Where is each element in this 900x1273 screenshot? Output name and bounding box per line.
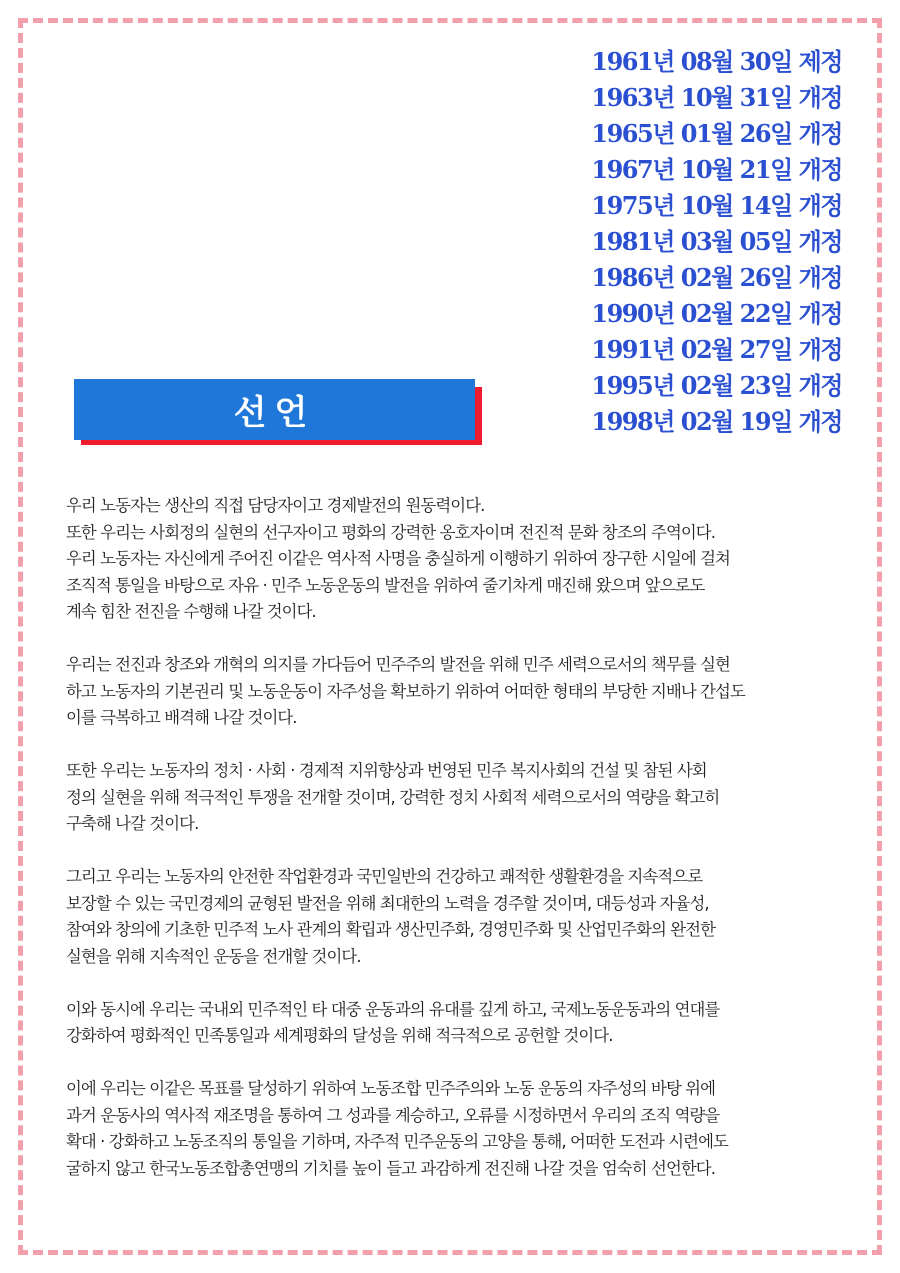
text-line: 계속 힘찬 전진을 수행해 나갈 것이다. xyxy=(66,602,316,621)
page-title: 선언 xyxy=(233,393,316,433)
text-line: 또한 우리는 사회정의 실현의 선구자이고 평화의 강력한 옹호자이며 전진적 문화 창조의 주역이다. xyxy=(66,522,716,542)
paragraph xyxy=(66,652,836,732)
history-item: 1995년 02월 23일 개정 xyxy=(591,371,842,400)
text-line: 우리 노동자는 생산의 직접 담당자이고 경제발전의 원동력이다. xyxy=(66,496,485,515)
text-line: 정의 실현을 위해 적극적인 투쟁을 전개할 것이며, 강력한 정치 사회적 세력으로서의 역량을 확고히 xyxy=(66,787,720,807)
history-item: 1981년 03월 05일 개정 xyxy=(591,227,842,256)
history-item: 1975년 10월 14일 개정 xyxy=(591,191,842,220)
text-line: 참여와 창의에 기초한 민주적 노사 관계의 확립과 생산민주화, 경영민주화 및 산업민주화의 완전한 xyxy=(66,920,716,939)
text-line: 굴하지 않고 한국노동조합총연맹의 기치를 높이 들고 과감하게 전진해 나갈 것을 엄숙히 선언한다. xyxy=(66,1158,716,1178)
text-line: 조직적 통일을 바탕으로 자유 · 민주 노동운동의 발전을 위하여 줄기차게 매진해 왔으며 앞으로도 xyxy=(66,575,705,595)
text-line: 과거 운동사의 역사적 재조명을 통하여 그 성과를 계승하고, 오류를 시정하면서 우리의 조직 역량을 xyxy=(66,1105,720,1125)
paragraph xyxy=(66,493,836,626)
text-line: 구축해 나갈 것이다. xyxy=(66,814,199,833)
title-banner xyxy=(74,379,475,440)
text-line: 실현을 위해 지속적인 운동을 전개할 것이다. xyxy=(66,946,361,966)
paragraph xyxy=(66,864,836,970)
paragraph xyxy=(66,758,836,838)
history-item: 1998년 02월 19일 개정 xyxy=(591,407,842,436)
text-line: 강화하여 평화적인 민족통일과 세계평화의 달성을 위해 적극적으로 공헌할 것이다. xyxy=(66,1026,613,1045)
text-line: 보장할 수 있는 국민경제의 균형된 발전을 위해 최대한의 노력을 경주할 것이며, 대등성과 자율성, xyxy=(66,893,709,913)
text-line: 확대 · 강화하고 노동조직의 통일을 기하며, 자주적 민주운동의 고양을 통해, 어떠한 도전과 시련에도 xyxy=(66,1132,728,1151)
text-line: 하고 노동자의 기본권리 및 노동운동이 자주성을 확보하기 위하여 어떠한 형태의 부당한 지배나 간섭도 xyxy=(66,681,745,701)
text-line: 이와 동시에 우리는 국내외 민주적인 타 대중 운동과의 유대를 깊게 하고, 국제노동운동과의 연대를 xyxy=(66,999,720,1019)
history-item: 1967년 10월 21일 개정 xyxy=(591,155,842,184)
text-line: 우리 노동자는 자신에게 주어진 이같은 역사적 사명을 충실하게 이행하기 위하여 장구한 시일에 걸쳐 xyxy=(66,549,730,568)
history-item: 1961년 08월 30일 제정 xyxy=(591,47,842,76)
declaration-body xyxy=(66,493,836,1209)
text-line: 우리는 전진과 창조와 개혁의 의지를 가다듬어 민주주의 발전을 위해 민주 세력으로서의 책무를 실현 xyxy=(66,655,730,674)
text-line: 이를 극복하고 배격해 나갈 것이다. xyxy=(66,708,297,727)
history-item: 1991년 02월 27일 개정 xyxy=(591,335,842,364)
history-item: 1986년 02월 26일 개정 xyxy=(591,263,842,292)
text-line: 또한 우리는 노동자의 정치 · 사회 · 경제적 지위향상과 번영된 민주 복지사회의 건설 및 참된 사회 xyxy=(66,761,707,780)
paragraph xyxy=(66,1076,836,1182)
revision-history xyxy=(522,44,842,440)
history-item: 1965년 01월 26일 개정 xyxy=(591,119,842,148)
paragraph xyxy=(66,997,836,1050)
text-line: 이에 우리는 이같은 목표를 달성하기 위하여 노동조합 민주주의와 노동 운동의 자주성의 바탕 위에 xyxy=(66,1079,716,1098)
history-item: 1990년 02월 22일 개정 xyxy=(591,299,842,328)
text-line: 그리고 우리는 노동자의 안전한 작업환경과 국민일반의 건강하고 쾌적한 생활환경을 지속적으로 xyxy=(66,867,703,886)
history-item: 1963년 10월 31일 개정 xyxy=(591,83,842,112)
